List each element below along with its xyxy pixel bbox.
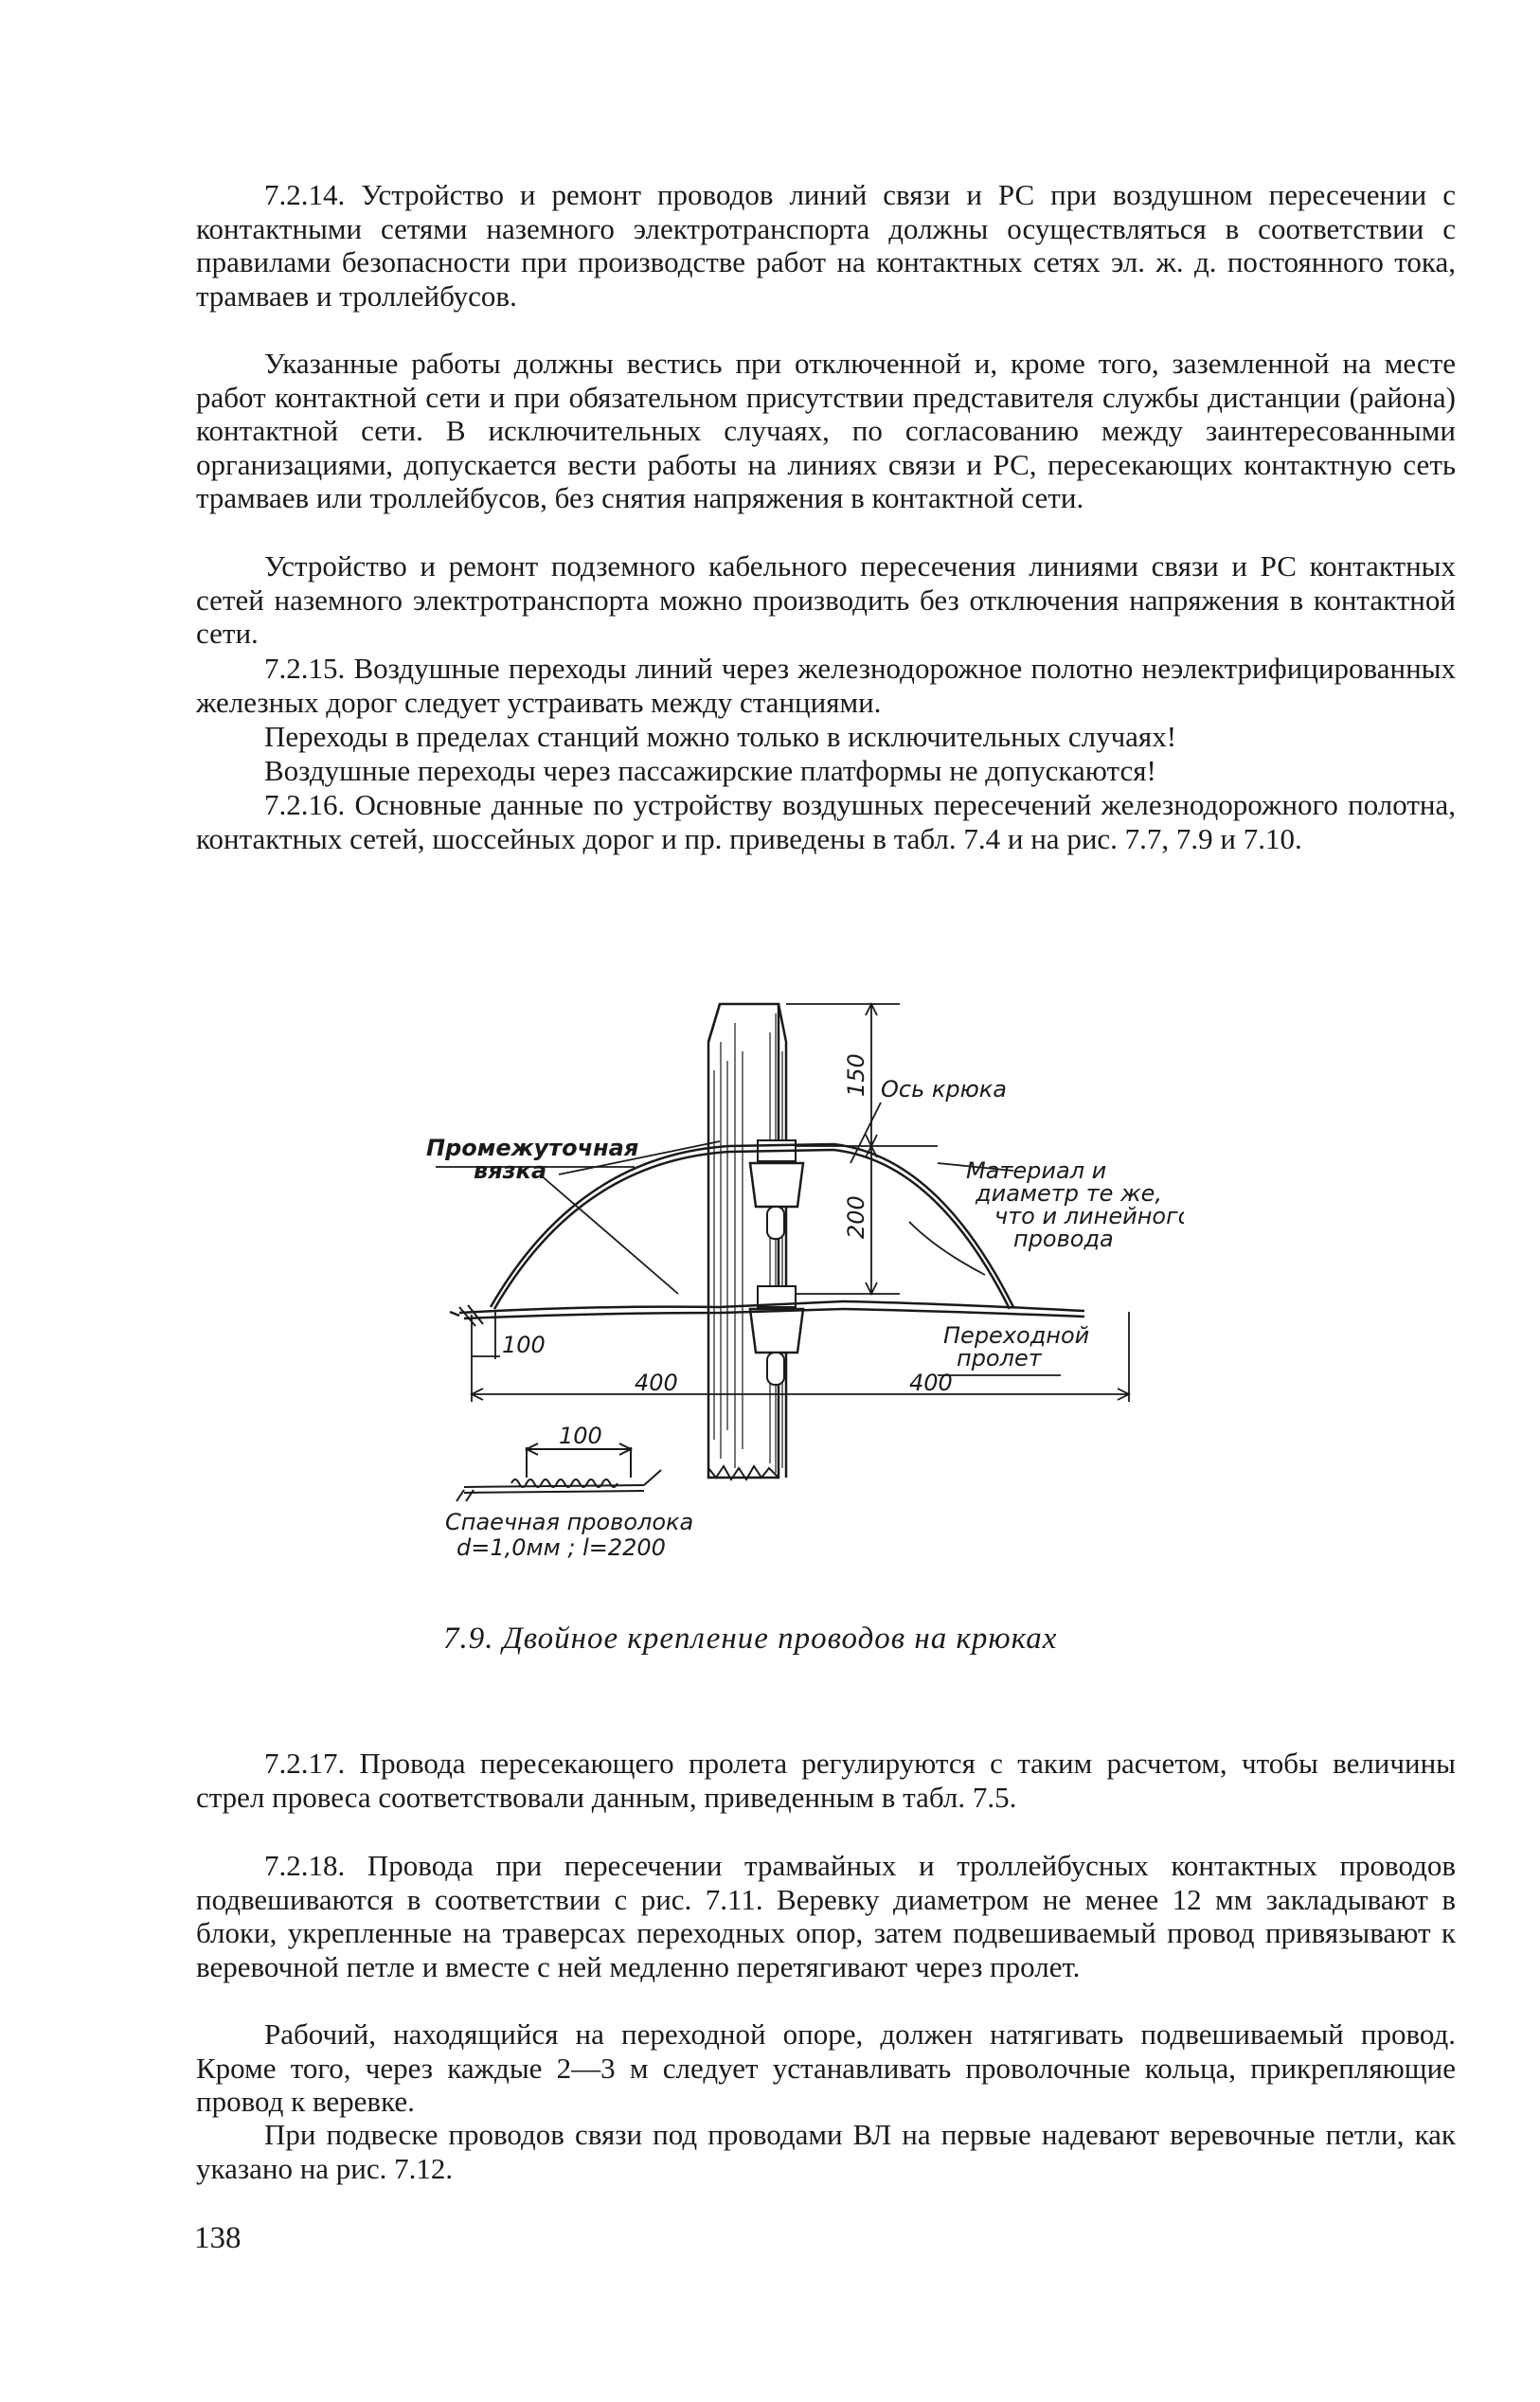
- dim-400-left: 400: [635, 1370, 678, 1396]
- paragraph-worker: Рабочий, находящийся на переходной опоре, должен натягивать подвешиваемый провод. Кроме того, через каждые 2—3 м следует устанавливать проволочные кольца, прикрепляющие провод к веревке.: [196, 2017, 1456, 2118]
- paragraph-platforms: Воздушные переходы через пассажирские платформы не допускаются!: [264, 754, 1156, 787]
- label-material-4: провода: [1013, 1226, 1114, 1252]
- dim-100-wire: 100: [502, 1332, 546, 1358]
- label-transition-span-1: Переходной: [943, 1322, 1090, 1349]
- figure-double-hook-fastening: [407, 985, 1184, 1591]
- page-number: 138: [194, 2221, 242, 2255]
- paragraph-7-2-18: 7.2.18. Провода при пересечении трамвайных и троллейбусных контактных проводов подвешиваются в соответствии с рис. 7.11. Веревку диаметром не менее 12 мм закладывают в блоки, укрепленные на траверсах переходных опор, затем подвешиваемый провод привязывают к веревочной петле и вместе с ней медленно перетягивают через пролет.: [196, 1849, 1456, 1983]
- label-solder-wire-1: Спаечная проволока: [445, 1509, 694, 1535]
- label-material-2: диаметр те же,: [976, 1180, 1163, 1207]
- label-hook-axis: Ось крюка: [881, 1076, 1007, 1102]
- dim-200: 200: [843, 1195, 869, 1239]
- solder-wire-detail: [457, 1443, 661, 1501]
- paragraph-hanging-under-vl: При подвеске проводов связи под проводами ВЛ на первые надевают веревочные петли, как указано на рис. 7.12.: [196, 2118, 1456, 2185]
- label-material-1: Материал и: [966, 1157, 1107, 1184]
- figure-caption: 7.9. Двойное крепление проводов на крюках: [443, 1622, 1058, 1656]
- paragraph-7-2-15: 7.2.15. Воздушные переходы линий через железнодорожное полотно неэлектрифицированных железных дорог следует устраивать между станциями.: [196, 652, 1456, 719]
- paragraph-7-2-17: 7.2.17. Провода пересекающего пролета регулируются с таким расчетом, чтобы величины стрел провеса соответствовали данным, приведенным в табл. 7.5.: [196, 1747, 1456, 1814]
- label-intermediate-tie-1: Промежуточная: [426, 1135, 639, 1161]
- paragraph-7-2-14: 7.2.14. Устройство и ремонт проводов линий связи и РС при воздушном пересечении с контактными сетями наземного электротранспорта должны осуществляться в соответствии с правилами безопасности при производстве работ на контактных сетях эл. ж. д. постоянного тока, трамваев и троллейбусов.: [196, 178, 1456, 313]
- paragraph-7-2-16: 7.2.16. Основные данные по устройству воздушных пересечений железнодорожного полотна, контактных сетей, шоссейных дорог и пр. приведены в табл. 7.4 и на рис. 7.7, 7.9 и 7.10.: [196, 788, 1456, 855]
- dim-150: 150: [843, 1053, 869, 1097]
- dim-400-right: 400: [909, 1370, 953, 1396]
- label-solder-wire-2: d=1,0мм ; l=2200: [457, 1534, 666, 1561]
- paragraph-work-conditions: Указанные работы должны вестись при отключенной и, кроме того, заземленной на месте работ контактной сети и при обязательном присутствии представителя службы дистанции (района) контактной сети. В исключительных случаях, по согласованию между заинтересованными организациями, допускается вести работы на линиях связи и РС, пересекающих контактную сеть трамваев или троллейбусов, без снятия напряжения в контактной сети.: [196, 347, 1456, 514]
- figure-drawing: [407, 985, 1184, 1591]
- label-intermediate-tie-2: вязка: [474, 1157, 547, 1184]
- label-material-3: что и линейного: [994, 1203, 1184, 1229]
- label-transition-span-2: пролет: [957, 1345, 1042, 1371]
- paragraph-underground-crossing: Устройство и ремонт подземного кабельного пересечения линиями связи и РС контактных сетей наземного электротранспорта можно производить без отключения напряжения в контактной сети.: [196, 549, 1456, 650]
- dim-100-solder: 100: [559, 1423, 602, 1449]
- pole: [708, 1004, 786, 1479]
- paragraph-stations: Переходы в пределах станций можно только в исключительных случаях!: [264, 720, 1177, 753]
